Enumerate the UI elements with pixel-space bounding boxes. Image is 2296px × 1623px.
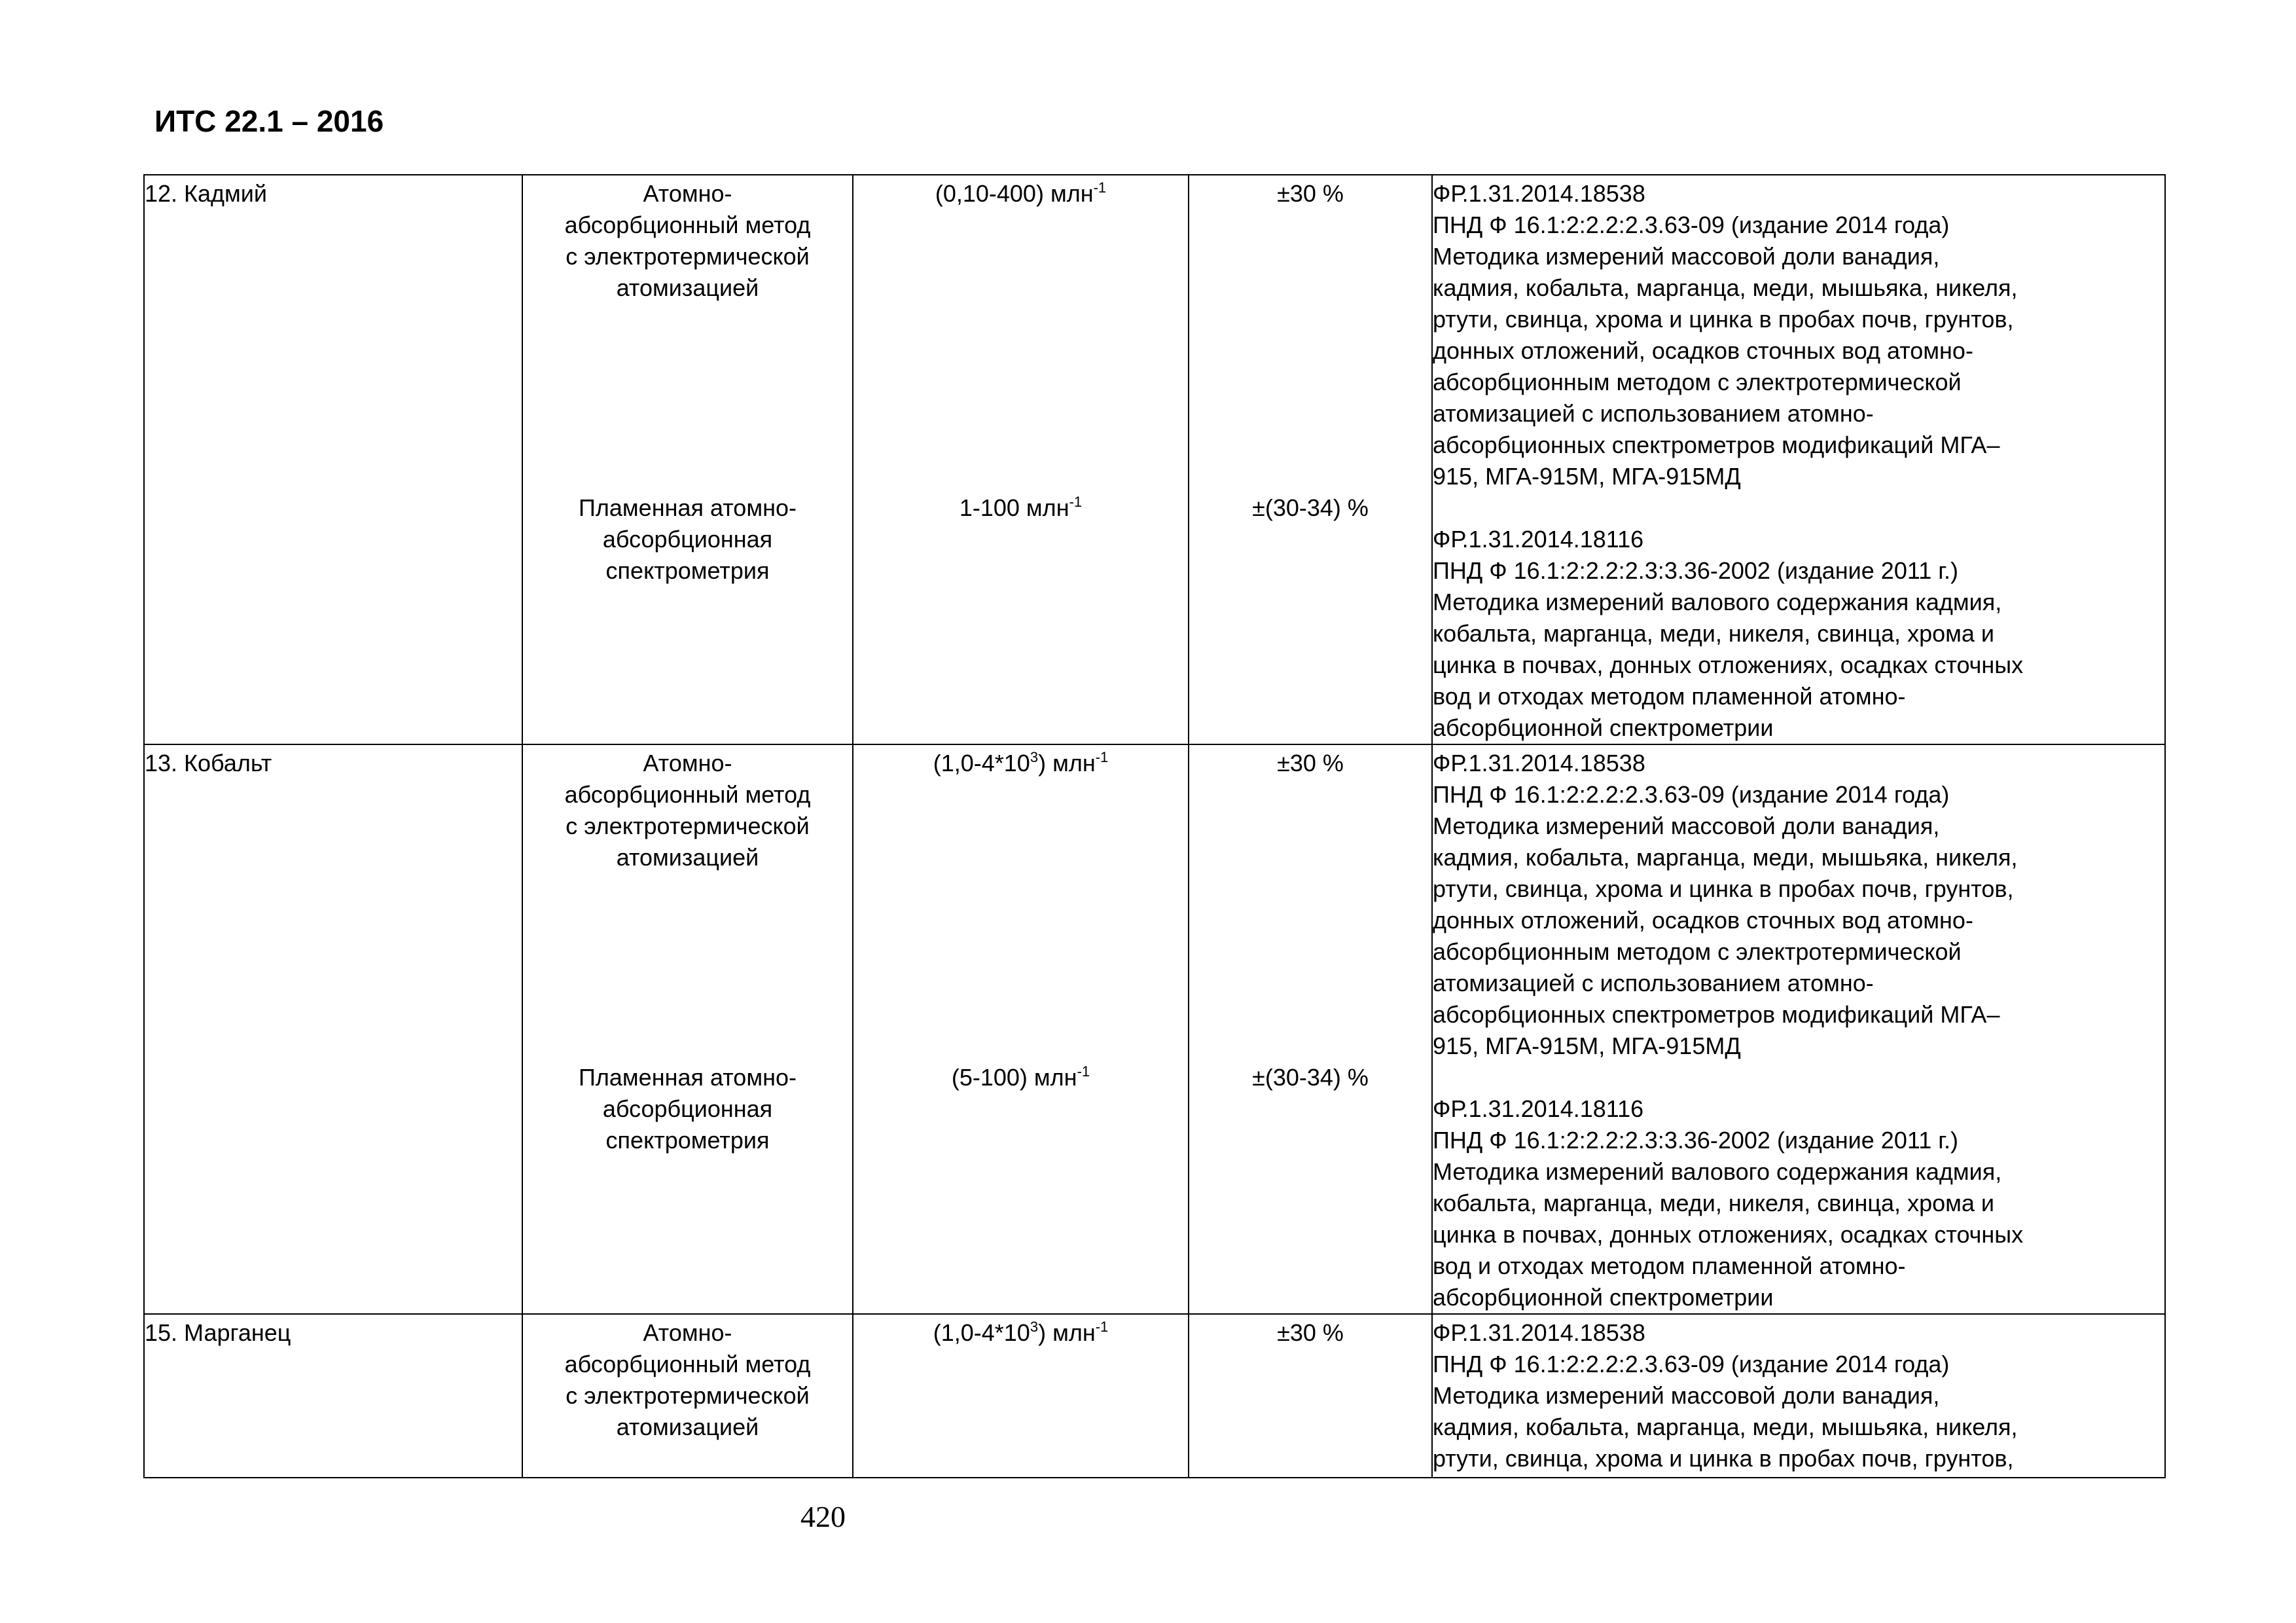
method-cell: Атомно- абсорбционный метод с электротермической атомизацией Пламенная атомно- абсорбционная спектрометрия (522, 744, 853, 1314)
element-name-cell: 13. Кобальт (144, 744, 522, 1314)
element-name-cell: 15. Марганец (144, 1314, 522, 1478)
page-number: 420 (800, 1500, 846, 1533)
document-cell: ФР.1.31.2014.18538 ПНД Ф 16.1:2:2.2:2.3.63-09 (издание 2014 года) Методика измерений массовой доли ванадия, кадмия, кобальта, марганца, меди, мышьяка, никеля, ртути, свинца, хрома и цинка в пробах почв, грунтов, (1432, 1314, 2165, 1478)
document-cell: ФР.1.31.2014.18538 ПНД Ф 16.1:2:2.2:2.3.63-09 (издание 2014 года) Методика измерений массовой доли ванадия, кадмия, кобальта, марганца, меди, мышьяка, никеля, ртути, свинца, хрома и цинка в пробах почв, грунтов, донных отложений, осадков сточных вод атомно- абсорбционным методом с электротермической атомизацией с использованием атомно- абсорбционных спектрометров модификаций МГА– 915, МГА-915М, МГА-915МД ФР.1.31.2014.18116 ПНД Ф 16.1:2:2.2:2.3:3.36-2002 (издание 2011 г.) Методика измерений валового содержания кадмия, кобальта, марганца, меди, никеля, свинца, хрома и цинка в почвах, донных отложениях, осадках сточных вод и отходах методом пламенной атомно- абсорбционной спектрометрии (1432, 175, 2165, 744)
range-cell: $(1,0-4*10^3)$ млн$^{-1}$ (853, 1314, 1189, 1478)
document-header: ИТС 22.1 – 2016 (154, 104, 384, 138)
error-cell: ±30 % ±(30-34) % (1189, 744, 1432, 1314)
range-cell: $(1,0-4*10^3)$ млн$^{-1}$ (5-100) млн$^{-1}$ (853, 744, 1189, 1314)
element-name-cell: 12. Кадмий (144, 175, 522, 744)
table-row (144, 744, 2165, 1314)
methods-table (143, 174, 2166, 1478)
document-cell: ФР.1.31.2014.18538 ПНД Ф 16.1:2:2.2:2.3.63-09 (издание 2014 года) Методика измерений массовой доли ванадия, кадмия, кобальта, марганца, меди, мышьяка, никеля, ртути, свинца, хрома и цинка в пробах почв, грунтов, донных отложений, осадков сточных вод атомно- абсорбционным методом с электротермической атомизацией с использованием атомно- абсорбционных спектрометров модификаций МГА– 915, МГА-915М, МГА-915МД ФР.1.31.2014.18116 ПНД Ф 16.1:2:2.2:2.3:3.36-2002 (издание 2011 г.) Методика измерений валового содержания кадмия, кобальта, марганца, меди, никеля, свинца, хрома и цинка в почвах, донных отложениях, осадках сточных вод и отходах методом пламенной атомно- абсорбционной спектрометрии (1432, 744, 2165, 1314)
error-cell: ±30 % (1189, 1314, 1432, 1478)
table-row (144, 175, 2165, 744)
error-cell: ±30 % ±(30-34) % (1189, 175, 1432, 744)
range-cell: (0,10-400) млн$^{-1}$ 1-100 млн$^{-1}$ (853, 175, 1189, 744)
table-row (144, 1314, 2165, 1478)
method-cell: Атомно- абсорбционный метод с электротермической атомизацией (522, 1314, 853, 1478)
method-cell: Атомно- абсорбционный метод с электротермической атомизацией Пламенная атомно- абсорбционная спектрометрия (522, 175, 853, 744)
